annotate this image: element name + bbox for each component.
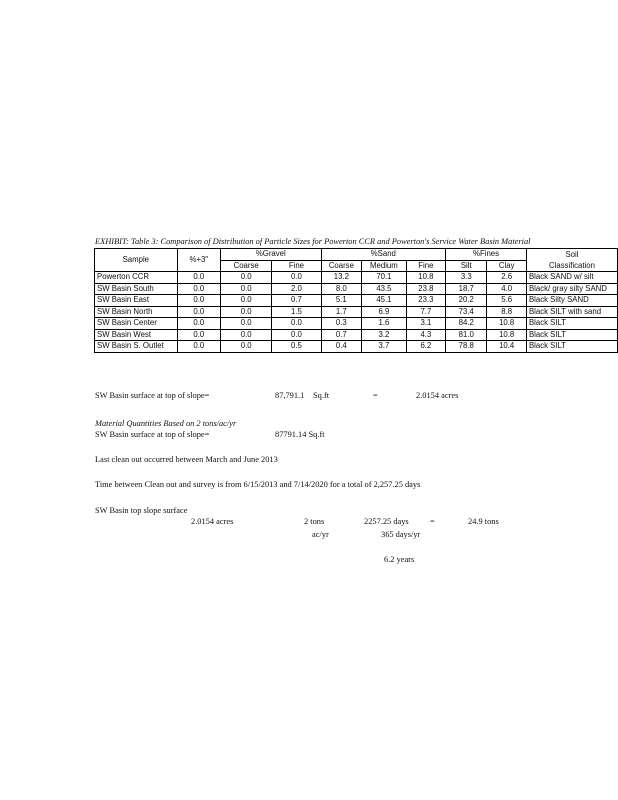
- cell-silt: 3.3: [446, 272, 487, 284]
- cell-clay: 8.8: [487, 306, 527, 318]
- cell-g-coarse: 0.0: [221, 295, 272, 307]
- table-row: [95, 272, 618, 284]
- header-sand-medium: Medium: [362, 260, 406, 272]
- cell-g-coarse: 0.0: [221, 329, 272, 341]
- quantities-label: SW Basin surface at top of slope=: [95, 430, 210, 439]
- cell-s-medium: 6.9: [362, 306, 406, 318]
- cell-sample: SW Basin North: [95, 306, 178, 318]
- cell-silt: 78.8: [446, 341, 487, 353]
- cell-s-medium: 1.6: [362, 318, 406, 330]
- header-fines: %Fines: [446, 249, 527, 261]
- quantities-heading: Material Quantities Based on 2 tons/ac/yr: [95, 419, 237, 428]
- cell-sample: SW Basin West: [95, 329, 178, 341]
- cell-s-medium: 43.5: [362, 283, 406, 295]
- cell-clay: 2.6: [487, 272, 527, 284]
- cell-s-coarse: 1.7: [321, 306, 362, 318]
- cell-sample: SW Basin Center: [95, 318, 178, 330]
- cell-sample: SW Basin S. Outlet: [95, 341, 178, 353]
- header-plus3: %+3": [177, 249, 220, 272]
- cell-silt: 73.4: [446, 306, 487, 318]
- header-sample: Sample: [95, 249, 178, 272]
- cell-classification: Black Silty SAND: [526, 295, 617, 307]
- cell-classification: Black SILT: [526, 341, 617, 353]
- cell-s-coarse: 0.3: [321, 318, 362, 330]
- cell-classification: Black/ gray silty SAND: [526, 283, 617, 295]
- surface-equals: =: [373, 391, 378, 400]
- cell-s-medium: 70.1: [362, 272, 406, 284]
- table-caption: EXHIBIT: Table 3: Comparison of Distribution of Particle Sizes for Powerton CCR and Powerton's Service Water Basin Material: [95, 237, 531, 246]
- cell-s-fine: 7.7: [406, 306, 446, 318]
- surface-unit: Sq.ft: [313, 391, 330, 400]
- header-clay: Clay: [487, 260, 527, 272]
- header-classification: Classification: [526, 260, 617, 272]
- header-silt: Silt: [446, 260, 487, 272]
- header-sand-coarse: Coarse: [321, 260, 362, 272]
- time-between-text: Time between Clean out and survey is from 6/15/2013 and 7/14/2020 for a total of 2,257.25 days: [95, 480, 421, 489]
- cell-s-fine: 10.8: [406, 272, 446, 284]
- cell-silt: 18.7: [446, 283, 487, 295]
- cell-g-coarse: 0.0: [221, 272, 272, 284]
- calc-years: 6.2 years: [384, 555, 415, 564]
- calc-acres: 2.0154 acres: [191, 517, 234, 526]
- cell-g-fine: 0.7: [272, 295, 321, 307]
- table-header-row: [95, 249, 618, 261]
- cell-s-fine: 23.3: [406, 295, 446, 307]
- cell-plus3: 0.0: [177, 295, 220, 307]
- calc-tons: 2 tons: [304, 517, 325, 526]
- cell-s-fine: 6.2: [406, 341, 446, 353]
- cell-clay: 10.8: [487, 318, 527, 330]
- table-row: [95, 318, 618, 330]
- cell-sample: SW Basin South: [95, 283, 178, 295]
- cell-silt: 20.2: [446, 295, 487, 307]
- cell-g-fine: 0.0: [272, 318, 321, 330]
- surface-label: SW Basin surface at top of slope=: [95, 391, 210, 400]
- cell-s-coarse: 0.7: [321, 329, 362, 341]
- cell-s-medium: 45.1: [362, 295, 406, 307]
- cell-s-fine: 4.3: [406, 329, 446, 341]
- cell-s-coarse: 8.0: [321, 283, 362, 295]
- calc-equals: =: [430, 517, 435, 526]
- last-clean-text: Last clean out occurred between March and June 2013: [95, 455, 278, 464]
- cell-plus3: 0.0: [177, 341, 220, 353]
- calc-days: 2257.25 days: [364, 517, 409, 526]
- cell-classification: Black SAND w/ silt: [526, 272, 617, 284]
- cell-s-coarse: 0.4: [321, 341, 362, 353]
- header-soil: Soil: [526, 249, 617, 261]
- cell-plus3: 0.0: [177, 329, 220, 341]
- cell-plus3: 0.0: [177, 283, 220, 295]
- cell-g-fine: 2.0: [272, 283, 321, 295]
- quantities-value: 87791.14 Sq.ft: [275, 430, 325, 439]
- cell-plus3: 0.0: [177, 318, 220, 330]
- header-gravel: %Gravel: [221, 249, 322, 261]
- cell-g-fine: 0.0: [272, 329, 321, 341]
- calc-rate-unit: ac/yr: [312, 530, 329, 539]
- cell-classification: Black SILT with sand: [526, 306, 617, 318]
- cell-g-fine: 0.0: [272, 272, 321, 284]
- surface-acres: 2.0154 acres: [416, 391, 459, 400]
- cell-plus3: 0.0: [177, 306, 220, 318]
- cell-g-coarse: 0.0: [221, 318, 272, 330]
- table-row: [95, 329, 618, 341]
- cell-classification: Black SILT: [526, 329, 617, 341]
- header-sand: %Sand: [321, 249, 446, 261]
- cell-clay: 5.6: [487, 295, 527, 307]
- table-row: [95, 306, 618, 318]
- cell-silt: 81.0: [446, 329, 487, 341]
- cell-plus3: 0.0: [177, 272, 220, 284]
- table-row: [95, 283, 618, 295]
- calc-result: 24.9 tons: [468, 517, 499, 526]
- cell-clay: 10.8: [487, 329, 527, 341]
- cell-s-coarse: 13.2: [321, 272, 362, 284]
- table-row: [95, 295, 618, 307]
- table-row: [95, 341, 618, 353]
- cell-g-fine: 1.5: [272, 306, 321, 318]
- cell-s-fine: 23.8: [406, 283, 446, 295]
- cell-g-coarse: 0.0: [221, 283, 272, 295]
- cell-sample: Powerton CCR: [95, 272, 178, 284]
- calc-days-per-yr: 365 days/yr: [381, 530, 421, 539]
- cell-sample: SW Basin East: [95, 295, 178, 307]
- header-gravel-fine: Fine: [272, 260, 321, 272]
- cell-g-fine: 0.5: [272, 341, 321, 353]
- cell-s-fine: 3.1: [406, 318, 446, 330]
- cell-s-medium: 3.2: [362, 329, 406, 341]
- cell-silt: 84.2: [446, 318, 487, 330]
- cell-classification: Black SILT: [526, 318, 617, 330]
- cell-g-coarse: 0.0: [221, 306, 272, 318]
- cell-clay: 4.0: [487, 283, 527, 295]
- cell-clay: 10.4: [487, 341, 527, 353]
- calc-heading: SW Basin top slope surface: [95, 506, 188, 515]
- header-sand-fine: Fine: [406, 260, 446, 272]
- cell-g-coarse: 0.0: [221, 341, 272, 353]
- header-gravel-coarse: Coarse: [221, 260, 272, 272]
- cell-s-coarse: 5.1: [321, 295, 362, 307]
- cell-s-medium: 3.7: [362, 341, 406, 353]
- surface-value: 87,791.1: [275, 391, 305, 400]
- particle-size-table: [94, 248, 618, 353]
